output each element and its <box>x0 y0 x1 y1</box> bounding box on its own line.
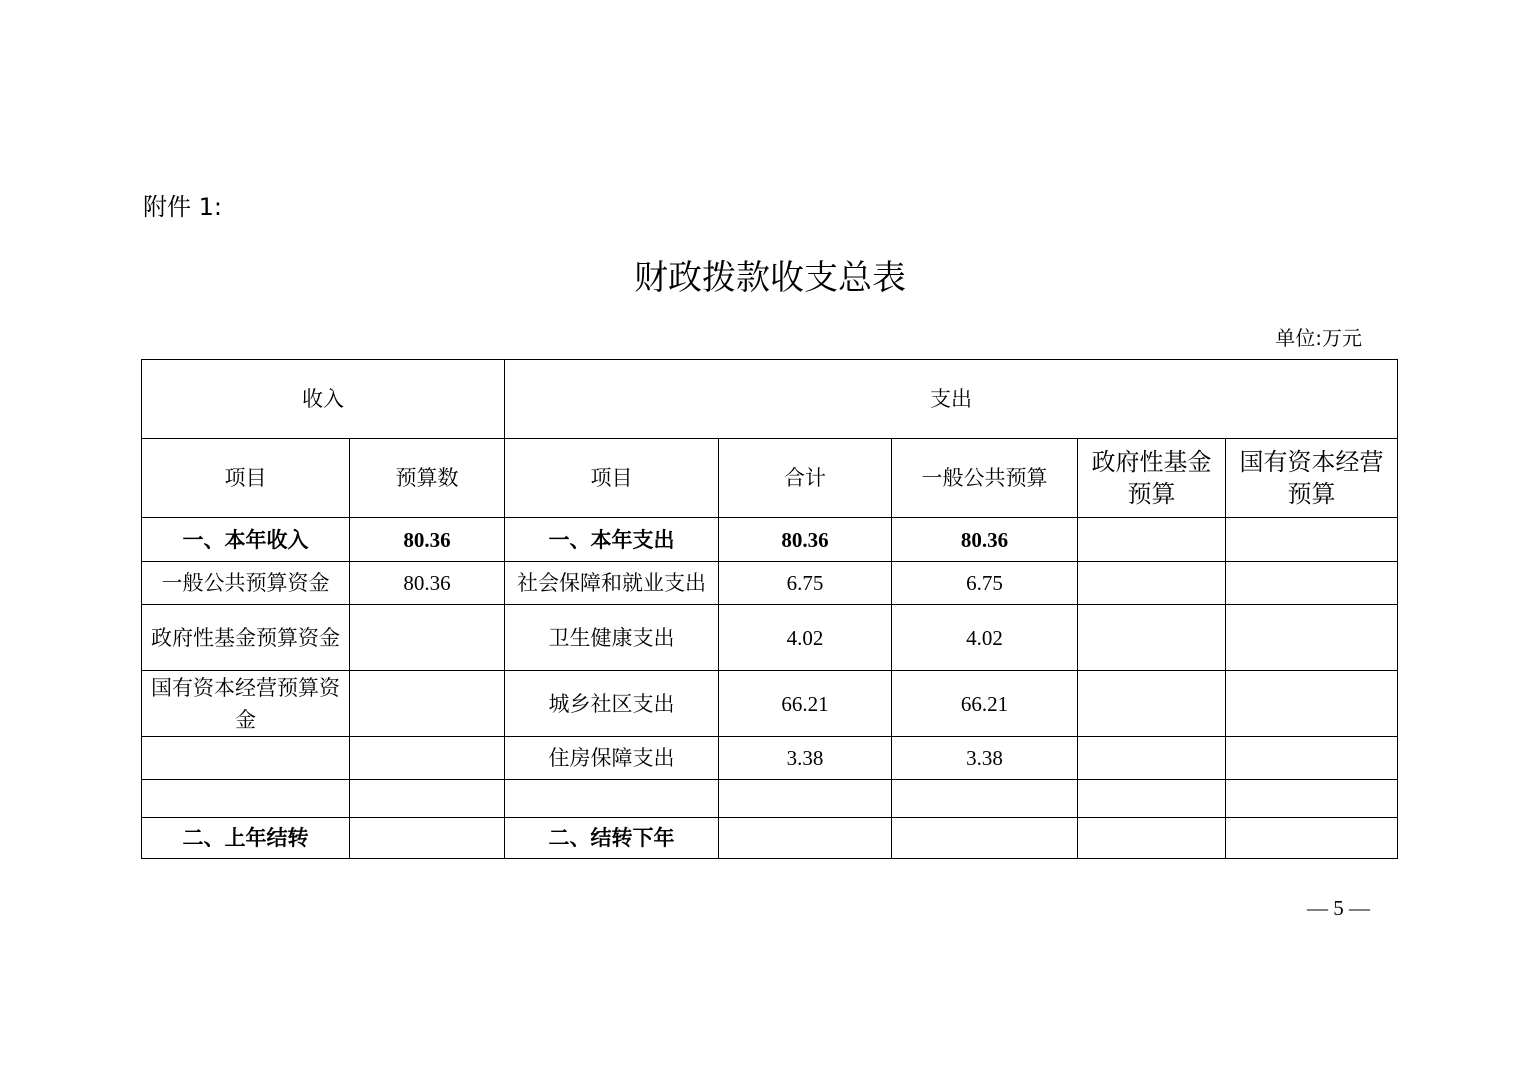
gov-fund-budget-cell <box>1078 562 1226 605</box>
state-capital-budget-cell <box>1226 737 1398 780</box>
total-cell: 3.38 <box>719 737 892 780</box>
income-item-cell: 一般公共预算资金 <box>142 562 350 605</box>
general-budget-cell: 6.75 <box>892 562 1078 605</box>
expenditure-item-cell: 社会保障和就业支出 <box>505 562 719 605</box>
total-cell: 6.75 <box>719 562 892 605</box>
table-row <box>142 780 1398 818</box>
expenditure-group-header: 支出 <box>505 360 1398 439</box>
income-budget-header: 预算数 <box>350 439 505 518</box>
general-budget-cell: 3.38 <box>892 737 1078 780</box>
gov-fund-budget-header: 政府性基金预算 <box>1078 439 1226 518</box>
income-item-cell <box>142 780 350 818</box>
table-row <box>142 818 1398 859</box>
attachment-label: 附件 1: <box>143 193 222 221</box>
income-item-cell: 一、本年收入 <box>142 518 350 562</box>
expenditure-item-cell: 二、结转下年 <box>505 818 719 859</box>
gov-fund-budget-cell <box>1078 605 1226 671</box>
gov-fund-budget-cell <box>1078 671 1226 737</box>
table-row <box>142 671 1398 737</box>
expenditure-item-cell: 一、本年支出 <box>505 518 719 562</box>
gov-fund-budget-cell <box>1078 780 1226 818</box>
income-budget-cell <box>350 818 505 859</box>
total-cell: 4.02 <box>719 605 892 671</box>
state-capital-budget-cell <box>1226 562 1398 605</box>
general-budget-cell <box>892 780 1078 818</box>
income-group-header: 收入 <box>142 360 505 439</box>
income-item-cell <box>142 737 350 780</box>
gov-fund-budget-cell <box>1078 737 1226 780</box>
total-header: 合计 <box>719 439 892 518</box>
state-capital-budget-cell <box>1226 518 1398 562</box>
expenditure-item-cell <box>505 780 719 818</box>
income-budget-cell: 80.36 <box>350 518 505 562</box>
group-header-row <box>142 360 1398 439</box>
expenditure-item-cell: 卫生健康支出 <box>505 605 719 671</box>
table-row <box>142 518 1398 562</box>
total-cell: 66.21 <box>719 671 892 737</box>
income-budget-cell <box>350 671 505 737</box>
budget-table <box>141 359 1398 859</box>
state-capital-budget-cell <box>1226 818 1398 859</box>
gov-fund-budget-cell <box>1078 518 1226 562</box>
state-capital-budget-cell <box>1226 780 1398 818</box>
expenditure-item-header: 项目 <box>505 439 719 518</box>
general-budget-header: 一般公共预算 <box>892 439 1078 518</box>
page-number: — 5 — <box>1307 896 1370 920</box>
general-budget-cell: 66.21 <box>892 671 1078 737</box>
page-title: 财政拨款收支总表 <box>634 258 906 298</box>
state-capital-budget-header: 国有资本经营预算 <box>1226 439 1398 518</box>
total-cell: 80.36 <box>719 518 892 562</box>
income-item-cell: 二、上年结转 <box>142 818 350 859</box>
table-row <box>142 737 1398 780</box>
gov-fund-budget-cell <box>1078 818 1226 859</box>
expenditure-item-cell: 住房保障支出 <box>505 737 719 780</box>
income-budget-cell <box>350 605 505 671</box>
total-cell <box>719 780 892 818</box>
unit-label: 单位:万元 <box>1275 326 1362 350</box>
general-budget-cell <box>892 818 1078 859</box>
table-row <box>142 562 1398 605</box>
total-cell <box>719 818 892 859</box>
state-capital-budget-cell <box>1226 605 1398 671</box>
income-item-cell: 国有资本经营预算资金 <box>142 671 350 737</box>
general-budget-cell: 4.02 <box>892 605 1078 671</box>
income-item-cell: 政府性基金预算资金 <box>142 605 350 671</box>
income-budget-cell <box>350 780 505 818</box>
table-row <box>142 605 1398 671</box>
state-capital-budget-cell <box>1226 671 1398 737</box>
expenditure-item-cell: 城乡社区支出 <box>505 671 719 737</box>
income-budget-cell <box>350 737 505 780</box>
income-budget-cell: 80.36 <box>350 562 505 605</box>
income-item-header: 项目 <box>142 439 350 518</box>
general-budget-cell: 80.36 <box>892 518 1078 562</box>
column-header-row <box>142 439 1398 518</box>
